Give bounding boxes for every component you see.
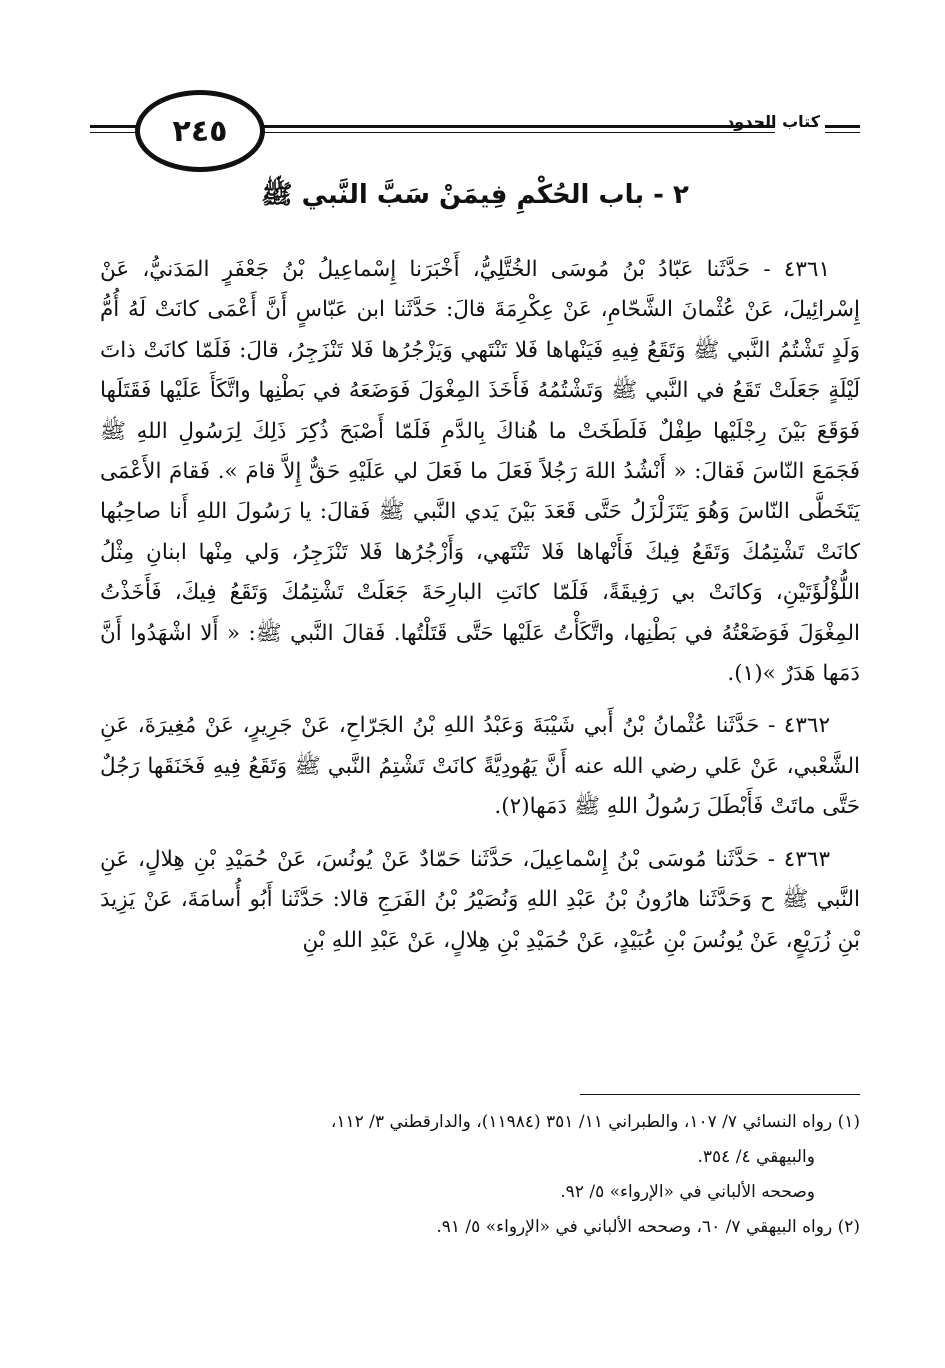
book-title: كتاب الحدود	[726, 112, 820, 131]
footnote-1-line1: (١) رواه النسائي ٧/ ١٠٧، والطبراني ١١/ ٣٥١ (١١٩٨٤)، والدارقطني ٣/ ١١٢،	[330, 1112, 860, 1132]
hadith-4361: ٤٣٦١ - حَدَّثَنا عَبّادُ بْنُ مُوسَى الخُتَّلِيُّ، أَخْبَرَنا إِسْماعِيلُ بْنُ جَعْفَرٍ المَدَنيُّ، عَنْ إِسْرائِيلَ، عَنْ عُثْمانَ الشَّحّامِ، عَنْ عِكْرِمَةَ قالَ: حَدَّثَنا ابن عَبّاسٍ أَنَّ أَعْمَى كانَتْ لَهُ أُمُّ وَلَدٍ تَشْتُمُ النَّبي ﷺ وَتَقَعُ فِيهِ فَيَنْهاها فَلا تَنْتَهي وَيَزْجُرُها فَلا تَنْزَجِرُ، قالَ: فَلَمّا كانَتْ ذاتَ لَيْلَةٍ جَعَلَتْ تَقَعُ في النَّبي ﷺ وَتَشْتُمُهُ فَأَخَذَ المِغْوَلَ فَوَضَعَهُ في بَطْنِها واتَّكَأَ عَلَيْها فَقَتَلَها فَوَقَعَ بَيْنَ رِجْلَيْها طِفْلٌ فَلَطَخَتْ ما هُناكَ بِالدَّمِ فَلَمّا أَصْبَحَ ذُكِرَ ذَلِكَ لِرَسُولِ اللهِ ﷺ فَجَمَعَ النّاسَ فَقالَ: « أَنْشُدُ اللهَ رَجُلاً فَعَلَ ما فَعَلَ لي عَلَيْهِ حَقٌّ إِلاَّ قامَ ». فَقامَ الأَعْمَى يَتَخَطَّى النّاسَ وَهُوَ يَتَزَلْزَلُ حَتَّى قَعَدَ بَيْنَ يَدي النَّبي ﷺ فَقالَ: يا رَسُولَ اللهِ أَنا صاحِبُها كانَتْ تَشْتِمُكَ وَتَقَعُ فِيكَ فَأَنْهاها فَلا تَنْتَهي، وَأَزْجُرُها فَلا تَنْزَجِرُ، وَلي مِنْها ابنانِ مِثْلُ اللُّؤْلُؤَتَيْنِ، وَكانَتْ بي رَفِيقَةً، فَلَمّا كانَتِ البارِحَةَ جَعَلَتْ تَشْتِمُكَ وَتَقَعُ فِيكَ، فَأَخَذْتُ المِغْوَلَ فَوَضَعْتُهُ في بَطْنِها، واتَّكَأْتُ عَلَيْها حَتَّى قَتَلْتُها. فَقالَ النَّبي ﷺ: « أَلا اشْهَدُوا أَنَّ دَمَها هَدَرٌ »(١).	[100, 257, 860, 687]
page-header	[90, 82, 860, 177]
page-number: ٢٤٥	[135, 90, 265, 172]
footnote-2: (٢) رواه البيهقي ٧/ ٦٠، وصححه الألباني في «الإرواء» ٥/ ٩١.	[436, 1217, 860, 1237]
hadith-4362: ٤٣٦٢ - حَدَّثَنا عُثْمانُ بْنُ أَبي شَيْبَةَ وَعَبْدُ اللهِ بْنُ الجَرّاحِ، عَنْ جَرِيرٍ، عَنْ مُغِيرَةَ، عَنِ الشَّعْبي، عَنْ عَلي رضي الله عنه أَنَّ يَهُودِيَّةً كانَتْ تَشْتِمُ النَّبي ﷺ وَتَقَعُ فِيهِ فَخَنَقَها رَجُلٌ حَتَّى ماتَتْ فَأَبْطَلَ رَسُولُ اللهِ ﷺ دَمَها(٢).	[100, 713, 860, 820]
header-rule-right	[825, 125, 860, 128]
footnote-1-line3: وصححه الألباني في «الإرواء» ٥/ ٩٢.	[560, 1182, 815, 1202]
header-rule-middle-thin	[260, 132, 775, 133]
hadith-body	[100, 250, 860, 973]
footnotes	[100, 1105, 860, 1245]
hadith-4363: ٤٣٦٣ - حَدَّثَنا مُوسَى بْنُ إِسْماعِيلَ، حَدَّثَنا حَمّادٌ عَنْ يُونُسَ، عَنْ حُمَيْدِ بْنِ هِلالٍ، عَنِ النَّبي ﷺ ح وَحَدَّثَنا هارُونُ بْنُ عَبْدِ اللهِ وَنُصَيْرُ بْنُ الفَرَجِ قالا: حَدَّثَنا أَبُو أُسامَةَ، عَنْ يَزِيدَ بْنِ زُرَيْعٍ، عَنْ يُونُسَ بْنِ عُبَيْدٍ، عَنْ حُمَيْدِ بْنِ هِلالٍ، عَنْ عَبْدِ اللهِ بْنِ	[100, 846, 860, 953]
header-rule-right-thin	[825, 132, 860, 133]
chapter-title: ٢ - باب الحُكْمِ فِيمَنْ سَبَّ النَّبي ﷺ	[261, 180, 689, 210]
header-rule-middle	[260, 125, 775, 128]
footnote-divider	[580, 1094, 860, 1095]
footnote-1-line2: والبيهقي ٤/ ٣٥٤.	[697, 1147, 815, 1167]
